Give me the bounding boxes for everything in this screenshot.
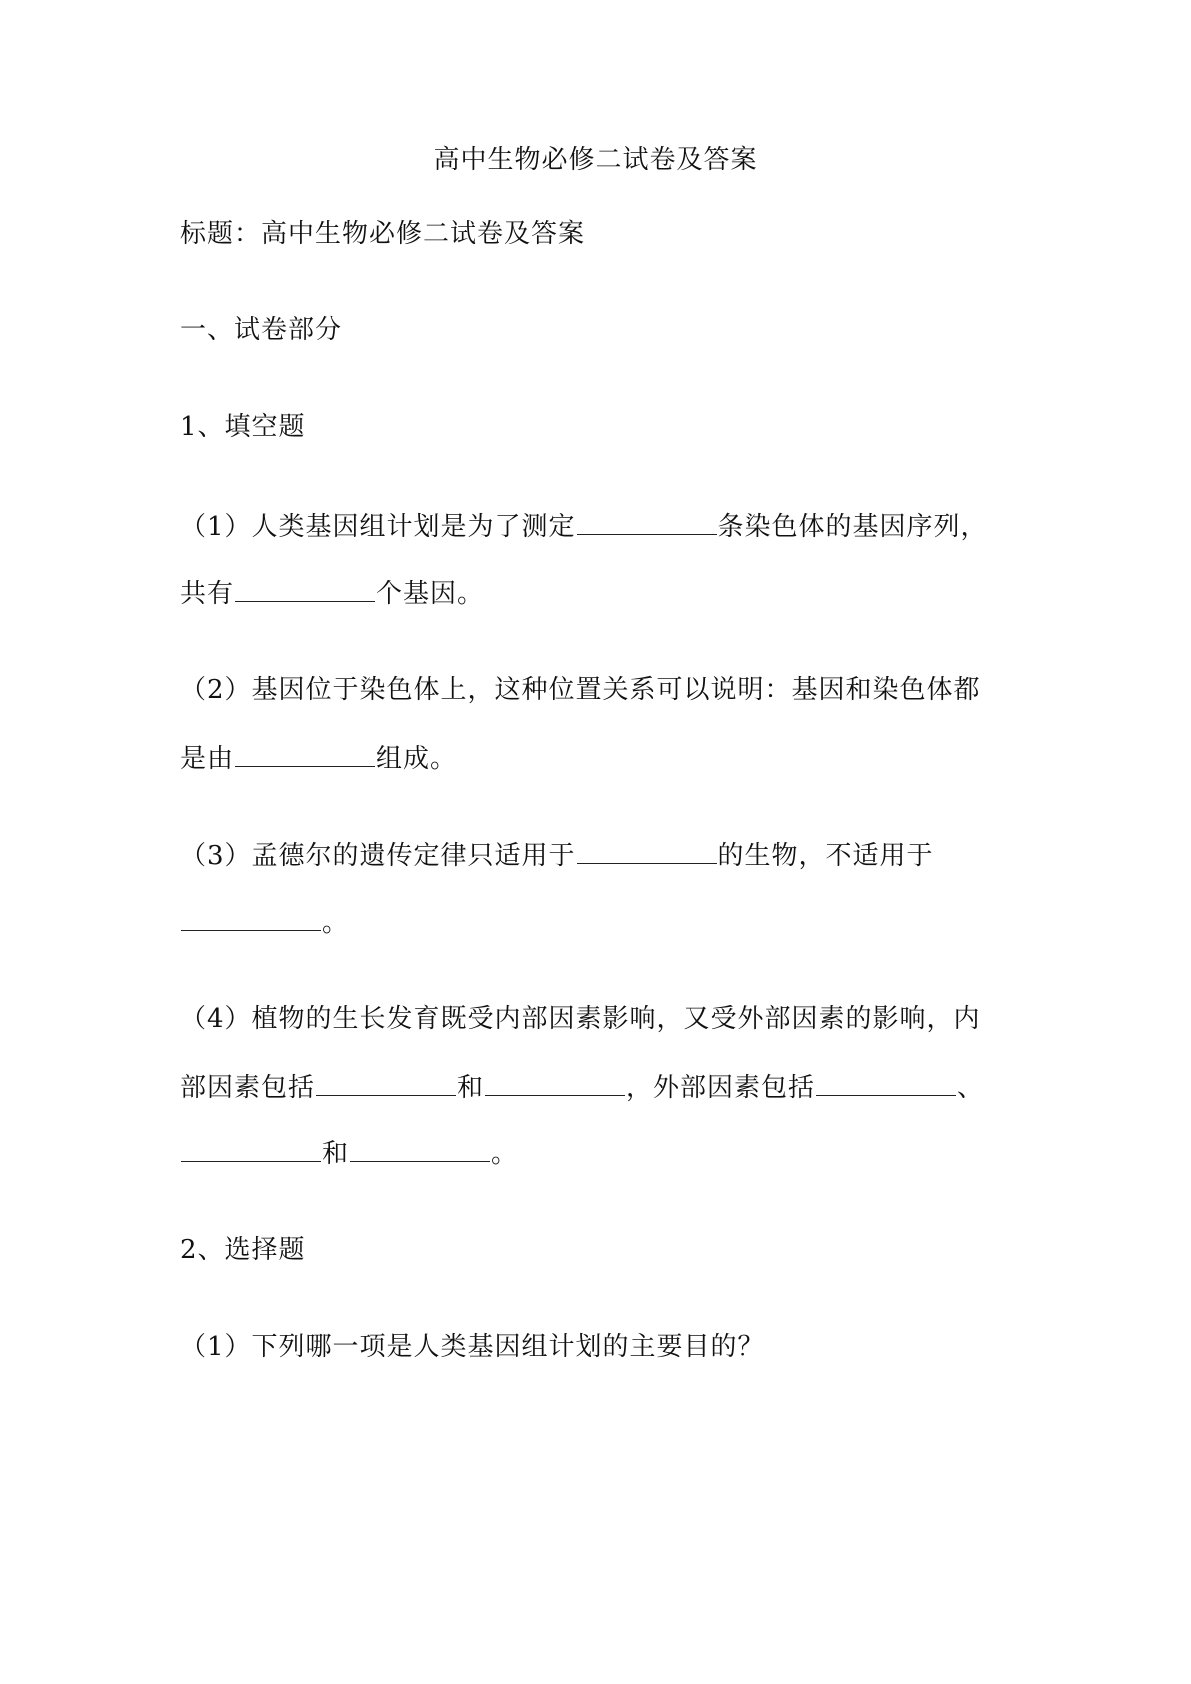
fill-in-heading: 1、填空题 xyxy=(180,412,306,442)
answer-blank[interactable] xyxy=(816,1069,956,1096)
answer-blank[interactable] xyxy=(181,904,321,931)
question-3-text-a: （3）孟德尔的遗传定律只适用于 xyxy=(180,841,576,871)
answer-blank[interactable] xyxy=(577,508,717,535)
question-2-text-b: 组成。 xyxy=(376,744,458,774)
question-2-line-1: （2）基因位于染色体上，这种位置关系可以说明：基因和染色体都 xyxy=(180,675,981,705)
answer-blank[interactable] xyxy=(577,837,717,864)
question-2-line-2 xyxy=(180,740,457,776)
question-1-text-d: 个基因。 xyxy=(376,579,485,609)
question-4-line-1: （4）植物的生长发育既受内部因素影响，又受外部因素的影响，内 xyxy=(180,1004,981,1034)
question-1-text-a: （1）人类基因组计划是为了测定 xyxy=(180,512,576,542)
answer-blank[interactable] xyxy=(485,1069,625,1096)
question-4-text-a: 部因素包括 xyxy=(180,1073,316,1103)
question-4-text-and-2: 和 xyxy=(322,1139,350,1169)
question-4-line-2 xyxy=(180,1069,984,1105)
page-title: 高中生物必修二试卷及答案 xyxy=(433,145,758,175)
question-4-text-and: 和 xyxy=(457,1073,485,1103)
question-1-line-2 xyxy=(180,575,484,611)
question-3-line-1 xyxy=(180,837,934,873)
question-4-text-d: 。 xyxy=(491,1139,519,1169)
answer-blank[interactable] xyxy=(181,1135,321,1162)
question-2-text-a: 是由 xyxy=(180,744,235,774)
question-3-text-c: 。 xyxy=(322,908,350,938)
question-1-line-1 xyxy=(180,508,988,544)
answer-blank[interactable] xyxy=(316,1069,456,1096)
question-1-text-b: 条染色体的基因序列， xyxy=(717,512,988,542)
answer-blank[interactable] xyxy=(350,1135,490,1162)
choice-heading: 2、选择题 xyxy=(180,1235,306,1265)
question-1-text-c: 共有 xyxy=(180,579,235,609)
question-3-text-b: 的生物，不适用于 xyxy=(717,841,934,871)
question-4-line-3 xyxy=(180,1135,518,1171)
answer-blank[interactable] xyxy=(235,740,375,767)
choice-question-1: （1）下列哪一项是人类基因组计划的主要目的？ xyxy=(180,1332,765,1362)
section-heading: 一、试卷部分 xyxy=(180,315,343,345)
question-4-text-c: 、 xyxy=(957,1073,985,1103)
question-4-text-b: ，外部因素包括 xyxy=(626,1073,816,1103)
subtitle-line: 标题：高中生物必修二试卷及答案 xyxy=(180,219,586,249)
question-3-line-2 xyxy=(180,904,349,940)
answer-blank[interactable] xyxy=(235,575,375,602)
